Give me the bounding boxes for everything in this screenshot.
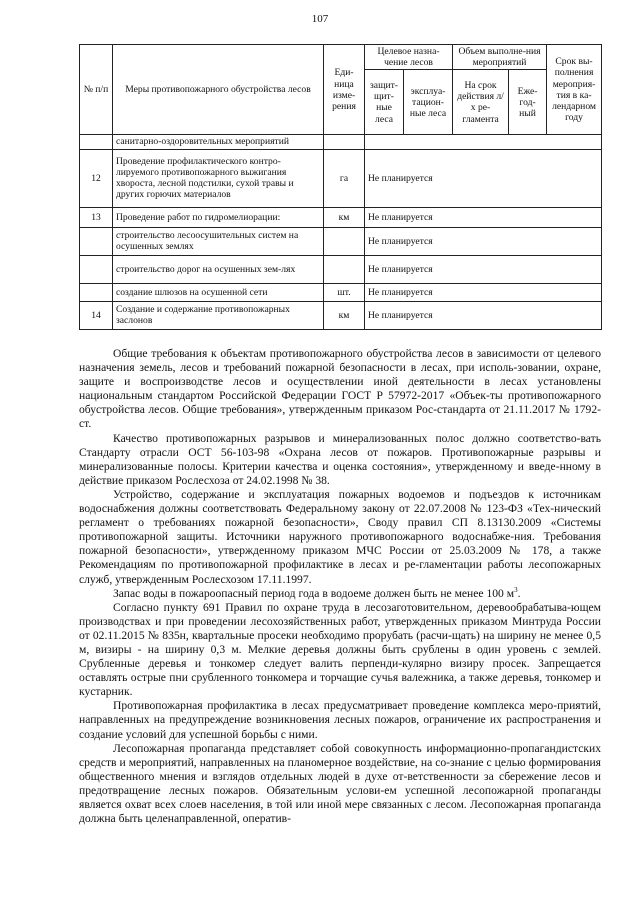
table-row	[80, 135, 602, 149]
header-deadline: Срок вы-полнения мероприя-тия в ка-лендарном году	[547, 45, 602, 135]
paragraph: Запас воды в пожароопасный период года в водоеме должен быть не менее 100 $м^3$.	[113, 585, 521, 600]
row-num: 13	[80, 207, 113, 227]
table-row	[80, 149, 602, 207]
paragraph: Согласно пункту 691 Правил по охране труда в лесозаготовительном, деревообрабатыва-ющем производствах и при проведении лесохозяйственных работ, утвержденных приказом Минтруда России от 02.11.2015 № 835н, квартальные просеки необходимо прорубать (расчи-щать) на ширину не менее 0,5 м, визиры - на ширину 0,3 м. Мелкие деревья должны быть срублены в один уровень с землей. Срубленные деревья и тонкомер следует валить перпенди-кулярно визиру просек. Запрещается оставлять острые пни срубленного тонкомера и торчащие сучья валежника, а также деревья, тонкомер и кустарник.	[79, 600, 601, 699]
header-exploitation: эксплуа-тацион-ные леса	[404, 70, 453, 135]
row-measure: Проведение профилактического контро-лируемого противопожарного выжигания хвороста, лесной подстилки, сухой травы и других горючих материалов	[113, 149, 324, 207]
row-status: Не планируется	[365, 207, 602, 227]
row-num	[80, 255, 113, 283]
paragraph: Устройство, содержание и эксплуатация пожарных водоемов и подъездов к источникам водоснабжения должны соответствовать Федеральному закону от 22.07.2008 № 123-ФЗ «Тех-нический регламент о требованиях пожарной безопасности», Своду правил СП 8.13130.2009 «Системы противопожарной защиты. Источники наружного противопожарного водоснабже-ния. Требования пожарной безопасности», утвержденному приказом МЧС России от 25.03.2009 № 178, а также Рекомендациям по противопожарной профилактике в лесах и ре-гламентации работы лесопожарных служб, утвержденным Рослесхозом 17.11.1997.	[79, 487, 601, 586]
row-measure: создание шлюзов на осушенной сети	[113, 283, 324, 301]
table-row	[80, 207, 602, 227]
header-unit: Еди-ница изме-рения	[324, 45, 365, 135]
table-row	[80, 255, 602, 283]
row-unit	[324, 227, 365, 255]
paragraph: Противопожарная профилактика в лесах предусматривает проведение комплекса меро-приятий, направленных на предупреждение возникновения лесных пожаров, ограничение их распространения и создание условий для успешной борьбы с ними.	[79, 699, 601, 741]
row-unit: га	[324, 149, 365, 207]
row-measure: Проведение работ по гидромелиорации:	[113, 207, 324, 227]
row-measure: строительство дорог на осушенных зем-лях	[113, 255, 324, 283]
row-status: Не планируется	[365, 227, 602, 255]
water-reserve-text: Запас воды в пожароопасный период года в водоеме должен быть не менее 100 м	[113, 586, 515, 600]
row-num: 14	[80, 301, 113, 329]
body-text	[79, 347, 601, 826]
row-num	[80, 283, 113, 301]
row-unit	[324, 135, 365, 149]
row-unit: шт.	[324, 283, 365, 301]
header-volume: Объем выполне-ния мероприятий	[453, 45, 547, 70]
row-status	[365, 135, 602, 149]
row-measure: Создание и содержание противопожарных заслонов	[113, 301, 324, 329]
row-measure: строительство лесоосушительных систем на осушенных землях	[113, 227, 324, 255]
row-status: Не планируется	[365, 149, 602, 207]
row-unit: км	[324, 301, 365, 329]
header-num: № п/п	[80, 45, 113, 135]
row-num	[80, 135, 113, 149]
paragraph: Лесопожарная пропаганда представляет собой совокупность информационно-пропагандистских средств и мероприятий, направленных на планомерное воздействие, на со-знание с целью формирования общественного мнения и взглядов отдельных людей в духе от-ветственности за сбережение лесов и предотвращение лесных пожаров. Обязательным услови-ем успешной лесопожарной пропаганды является охват всех слоев населения, в той или иной мере связанных с лесом. Лесопожарная пропаганда должна быть целенаправленной, оператив-	[79, 741, 601, 826]
table-row	[80, 301, 602, 329]
table-row	[80, 283, 602, 301]
table-row	[80, 227, 602, 255]
row-unit	[324, 255, 365, 283]
header-target-purpose: Целевое назна-чение лесов	[365, 45, 453, 70]
row-unit: км	[324, 207, 365, 227]
row-num: 12	[80, 149, 113, 207]
cubic-superscript: 3	[514, 585, 518, 594]
row-status: Не планируется	[365, 255, 602, 283]
paragraph: Качество противопожарных разрывов и минерализованных полос должно соответство-вать Стандарту отрасли ОСТ 56-103-98 «Охрана лесов от пожаров. Противопожарные разрывы и минерализованные полосы. Критерии качества и оценка состояния», утвержденному и введе-нному в действие приказом Рослесхоза от 24.02.1998 № 38.	[79, 431, 601, 487]
fire-measures-table	[79, 44, 602, 330]
header-total-term: На срок действия л/х ре-гламента	[453, 70, 509, 135]
row-status: Не планируется	[365, 283, 602, 301]
row-measure: санитарно-оздоровительных мероприятий	[113, 135, 324, 149]
header-annual: Еже-год-ный	[509, 70, 547, 135]
row-status: Не планируется	[365, 301, 602, 329]
header-measures: Меры противопожарного обустройства лесов	[113, 45, 324, 135]
row-num	[80, 227, 113, 255]
paragraph: Общие требования к объектам противопожарного обустройства лесов в зависимости от целевого назначения земель, лесов и требований пожарной безопасности в лесах, при исполь-зовании, охране, защите и воспроизводстве лесов и осуществлении иной деятельности в лесах установлены национальным стандартом Российской Федерации ГОСТ Р 57972-2017 «Объек-ты противопожарного обустройства лесов. Общие требования», утвержденным приказом Рос-стандарта от 21.11.2017 № 1792-ст.	[79, 347, 601, 431]
header-protective: защит-щит-ные леса	[365, 70, 404, 135]
page-number: 107	[311, 13, 329, 25]
